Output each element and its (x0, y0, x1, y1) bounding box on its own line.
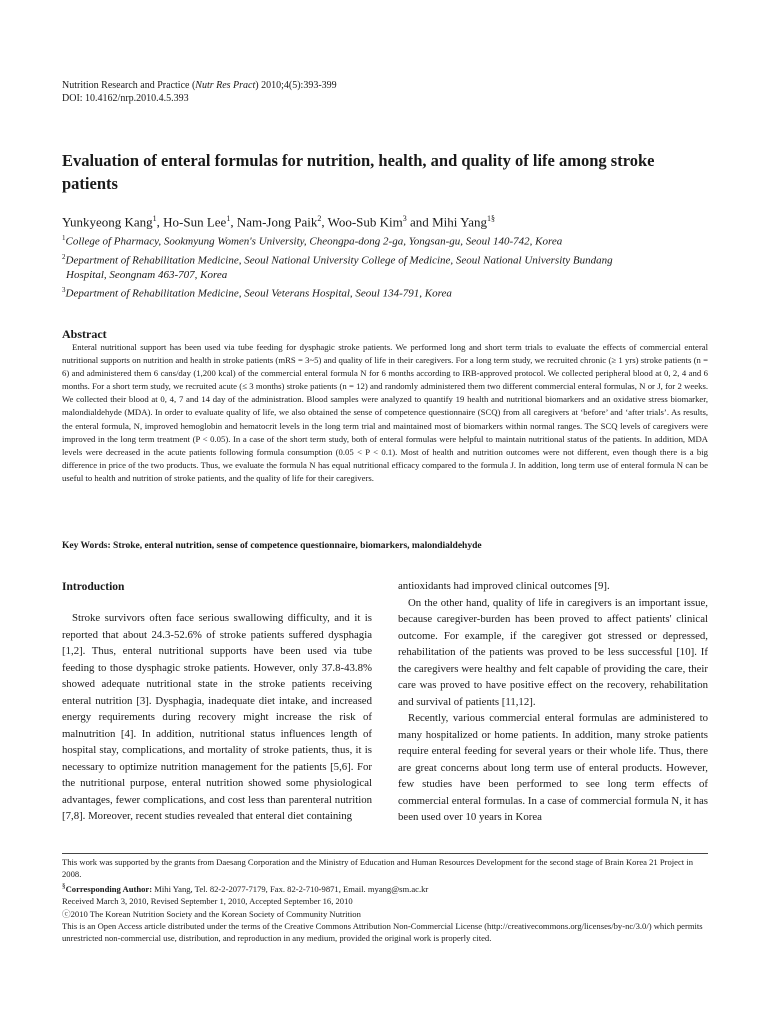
journal-info-line (62, 79, 337, 92)
affiliation-mark: 2 (62, 252, 66, 261)
affiliation-text: Department of Rehabilitation Medicine, Seoul Veterans Hospital, Seoul 134-791, Korea (65, 287, 452, 300)
author-name: Mihi Yang (432, 214, 487, 230)
corresponding-contact: Mihi Yang, Tel. 82-2-2077-7179, Fax. 82-2-710-9871, Email. myang@sm.ac.kr (152, 884, 429, 895)
keywords-text: Stroke, enteral nutrition, sense of competence questionnaire, biomarkers, malondialdehyde (113, 541, 482, 551)
author-separator: , (156, 214, 164, 230)
doi-line[interactable]: DOI: 10.4162/nrp.2010.4.5.393 (62, 93, 189, 104)
author-affiliation-mark: 2 (317, 214, 322, 223)
keywords-label: Key Words: (62, 541, 114, 551)
author-affiliation-mark: 1 (152, 214, 157, 223)
corresponding-mark: § (62, 882, 66, 891)
author-affiliation-mark: 1§ (486, 214, 495, 223)
left-column (62, 578, 372, 825)
journal-abbreviation: Nutr Res Pract (195, 80, 256, 91)
license-note: This is an Open Access article distributed under the terms of the Creative Commons Attribution Non-Commercial License (http://creativecommons.org/licenses/by-nc/3.0/) which permits unrestricted non-commercial use, distribution, and reproduction in any medium, provided the original work is properly cited. (62, 920, 703, 944)
affiliation-item-continued (62, 268, 712, 283)
paper-title: Evaluation of enteral formulas for nutrition, health, and quality of life among stroke patients (62, 151, 655, 193)
received-dates: Received March 3, 2010, Revised September 1, 2010, Accepted September 16, 2010 (62, 896, 353, 907)
author-separator: , (321, 214, 328, 230)
affiliation-item (62, 250, 712, 269)
author-separator: , (230, 214, 237, 230)
right-column (398, 578, 708, 826)
journal-volume-pages: ) 2010;4(5):393-399 (255, 80, 337, 91)
corresponding-author-note (62, 880, 712, 895)
abstract-heading: Abstract (62, 327, 107, 341)
author-name: Nam-Jong Paik (236, 214, 318, 230)
affiliation-item (62, 283, 712, 302)
author-name: Yunkyeong Kang (62, 214, 153, 230)
author-affiliation-mark: 3 (402, 214, 407, 223)
body-paragraph: Stroke survivors often face serious swallowing difficulty, and it is reported that about 24.3-52.6% of stroke patients suffered dysphagia [1,2]. Thus, enteral nutritional supports have been used via tube feeding to those dysphagic stroke patients. However, only 37.8-43.8% showed adequate nutritional state in the stroke patients receiving enteral nutrition [3]. Dysphagia, inadequate diet intake, and increased energy requirements during recovery might increase the risk of malnutrition [4]. In addition, nutritional status influences length of hospital stay, complications, and mortality of stroke patients, thus, it is necessary to optimize nutrition management for the patients [5,6]. For the nutritional purpose, enteral nutrition showed some physiological advantages, fewer complications, and cost less than parenteral nutrition [7,8]. Moreover, recent studies revealed that enteral diet containing (62, 612, 372, 822)
author-name: Woo-Sub Kim (327, 214, 403, 230)
journal-citation (62, 79, 337, 105)
affiliation-text: Hospital, Seongnam 463-707, Korea (66, 269, 228, 282)
affiliation-text: Department of Rehabilitation Medicine, Seoul National University College of Medicine, Seoul National University Bundang (65, 254, 613, 267)
introduction-heading: Introduction (62, 581, 125, 593)
body-paragraph: On the other hand, quality of life in caregivers is an important issue, because caregiver-burden has been proved to affect patients' clinical outcome. For example, if the caregiver got stressed or depressed, rehabilitation of the patients was proved to be less successful [10]. If the caregivers were healthy and felt capable of providing the care, their care was proved to have positive effect on the recovery, rehabilitation and survival of patients [11,12]. (398, 596, 708, 708)
affiliation-text: College of Pharmacy, Sookmyung Women's University, Cheongpa-dong 2-ga, Yongsan-gu, Seoul 140-742, Korea (65, 235, 563, 248)
footnote-divider (62, 853, 708, 854)
footnotes (62, 856, 712, 944)
funding-note: This work was supported by the grants from Daesang Corporation and the Ministry of Education and Human Resources Development for the second stage of Brain Korea 21 Project in 2008. (62, 857, 694, 880)
author-name: Ho-Sun Lee (163, 214, 227, 230)
journal-name: Nutrition Research and Practice ( (62, 80, 196, 91)
body-paragraph: Recently, various commercial enteral formulas are administered to many hospitalized or home patients. In addition, many stroke patients require enteral feeding for several years or their whole life. Thus, there are great concerns about long term use of enteral products. However, few studies have been performed to see long term effects of commercial enteral formulas. In a case of commercial formula N, it has been used over 10 years in Korea (398, 712, 708, 823)
abstract-text: Enteral nutritional support has been used via tube feeding for dysphagic stroke patients. We performed long and short term trials to evaluate the effects of commercial enteral nutritional supports on nutrition and health in stroke patients (mRS = 3~5) and quality of life in their caregivers. For a long term study, we recruited chronic (≥ 1 yrs) stroke patients (n = 6) and administered them 6 cans/day (1,200 kcal) of the commercial enteral formula N for 6 months according to IRB-approved protocol. We collected peripheral blood at 0, 2, 4 and 6 months. For a short term study, we recruited acute (≤ 3 months) stroke patients (n = 12) and randomly administered them two different commercial enteral formulas, N or J, for 2 weeks. We collected their blood at 0, 4, 7 and 14 day of the administration. Blood samples were analyzed to quantify 19 health and nutritional biomarkers and an oxidative stress biomarker, malondialdehyde (MDA). In order to evaluate quality of life, we also obtained the sense of competence questionnaire (SCQ) from all caregivers at ‘before’ and ‘after trials’. As results, the enteral formula, N, improved hemoglobin and hematocrit levels in the long term trial and maintained most of biomarkers within normal ranges. The SCQ levels of caregivers were improved in the long term treatment (P < 0.05). In a case of the short term study, both of enteral formulas were helpful to maintain nutritional status of the patients. In addition, MDA levels were decreased in the acute patients following formula consumption (0.05 < P < 0.1). Most of health and nutrition outcomes were not different, even though there is a big difference in price of the two products. Thus, we evaluate the formula N has equal nutritional efficacy compared to the formula J. In addition, long term use of enteral formula N can be useful to health and nutrition of stroke patients, and the quality of life for their caregivers. (62, 342, 708, 483)
affiliation-mark: 1 (62, 234, 66, 242)
body-paragraph: antioxidants had improved clinical outcomes [9]. (398, 580, 610, 592)
keywords-line (62, 541, 712, 551)
affiliation-mark: 3 (62, 286, 66, 295)
author-separator: and (406, 214, 433, 230)
author-affiliation-mark: 1 (226, 214, 231, 223)
corresponding-label: Corresponding Author: (65, 884, 153, 895)
author-list (62, 210, 495, 230)
affiliation-list (62, 231, 712, 302)
affiliation-item (62, 231, 712, 250)
copyright-note: ⓒ2010 The Korean Nutrition Society and the Korean Society of Community Nutrition (62, 908, 361, 919)
